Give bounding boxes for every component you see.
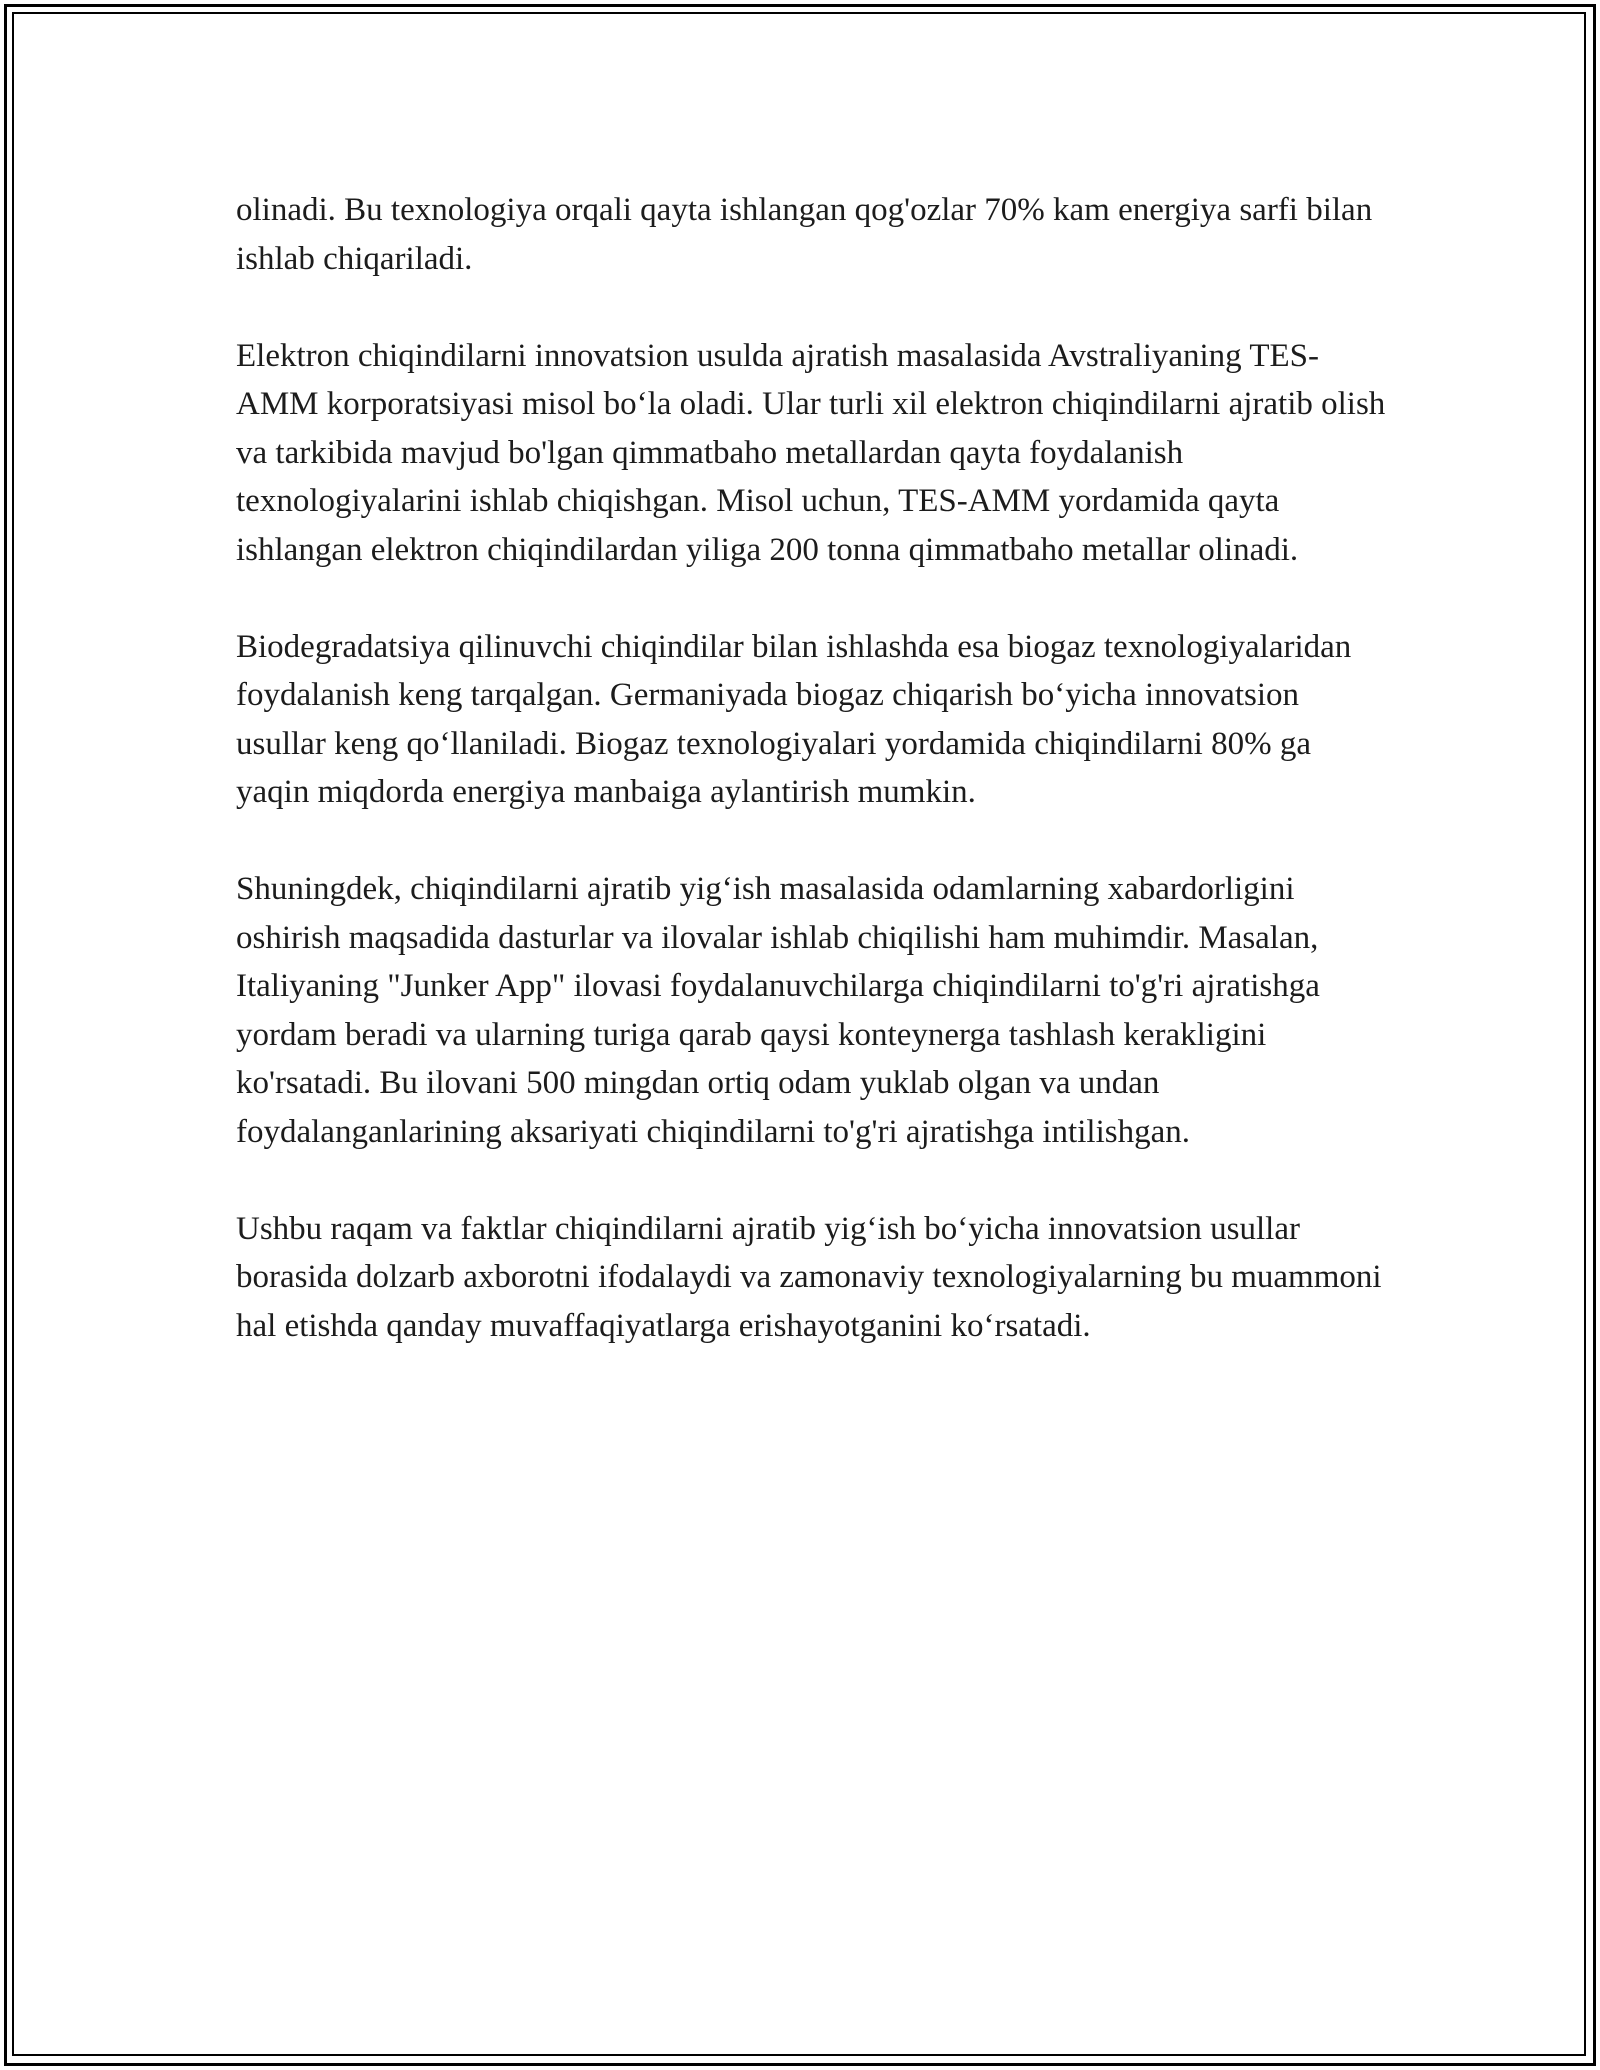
document-body xyxy=(236,186,1386,1399)
paragraph-conclusion: Ushbu raqam va faktlar chiqindilarni ajratib yigʻish boʻyicha innovatsion usullar borasida dolzarb axborotni ifodalaydi va zamonaviy texnologiyalarning bu muammoni hal etishda qanday muvaffaqiyatlarga erishayotganini koʻrsatadi. xyxy=(236,1210,1382,1344)
paragraph-electronic-waste: Elektron chiqindilarni innovatsion usulda ajratish masalasida Avstraliyaning TES-AMM korporatsiyasi misol boʻla oladi. Ular turli xil elektron chiqindilarni ajratib olish va tarkibida mavjud bo'lgan qimmatbaho metallardan qayta foydalanish texnologiyalarini ishlab chiqishgan. Misol uchun, TES-AMM yordamida qayta ishlangan elektron chiqindilardan yiliga 200 tonna qimmatbaho metallar olinadi. xyxy=(236,337,1386,568)
paragraph-biogas: Biodegradatsiya qilinuvchi chiqindilar bilan ishlashda esa biogaz texnologiyalaridan foydalanish keng tarqalgan. Germaniyada biogaz chiqarish boʻyicha innovatsion usullar keng qoʻllaniladi. Biogaz texnologiyalari yordamida chiqindilarni 80% ga yaqin miqdorda energiya manbaiga aylantirish mumkin. xyxy=(236,628,1352,810)
paragraph-awareness-apps: Shuningdek, chiqindilarni ajratib yigʻish masalasida odamlarning xabardorligini oshirish maqsadida dasturlar va ilovalar ishlab chiqilishi ham muhimdir. Masalan, Italiyaning "Junker App" ilovasi foydalanuvchilarga chiqindilarni to'g'ri ajratishga yordam beradi va ularning turiga qarab qaysi konteynerga tashlash kerakligini ko'rsatadi. Bu ilovani 500 mingdan ortiq odam yuklab olgan va undan foydalanganlarining aksariyati chiqindilarni to'g'ri ajratishga intilishgan. xyxy=(236,871,1320,1150)
paragraph-paper-recycling-energy: olinadi. Bu texnologiya orqali qayta ishlangan qog'ozlar 70% kam energiya sarfi bilan ishlab chiqariladi. xyxy=(236,192,1373,277)
